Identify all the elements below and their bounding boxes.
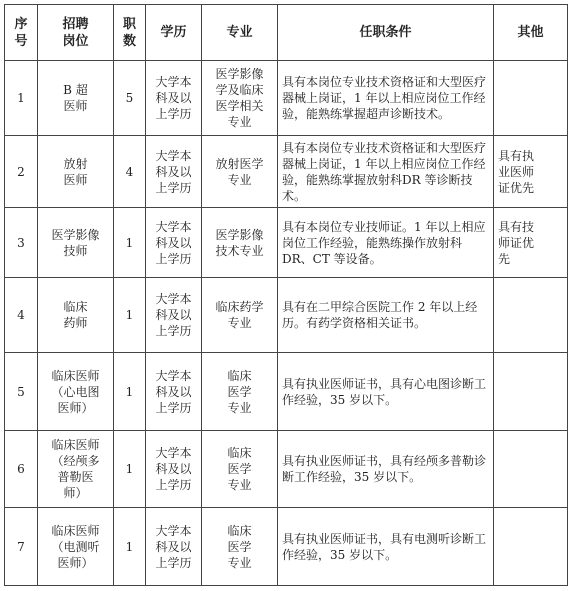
cell-count: 4 bbox=[114, 136, 146, 208]
cell-other: 具有技 师证优 先 bbox=[494, 208, 568, 278]
cell-requirements: 具有执业医师证书，具有电测听诊断工作经验，35 岁以下。 bbox=[278, 508, 494, 586]
cell-requirements: 具有执业医师证书，具有心电图诊断工作经验，35 岁以下。 bbox=[278, 353, 494, 431]
header-requirements: 任职条件 bbox=[278, 5, 494, 61]
cell-other bbox=[494, 353, 568, 431]
cell-requirements: 具有本岗位专业技术资格证和大型医疗器械上岗证，1 年以上相应岗位工作经验，能熟练掌握超声诊断技术。 bbox=[278, 61, 494, 136]
cell-education: 大学本 科及以 上学历 bbox=[146, 208, 202, 278]
table-row bbox=[5, 353, 568, 431]
cell-other: 具有执 业医师 证优先 bbox=[494, 136, 568, 208]
cell-requirements: 具有在二甲综合医院工作 2 年以上经历。有药学资格相关证书。 bbox=[278, 278, 494, 353]
cell-no: 5 bbox=[5, 353, 38, 431]
cell-education: 大学本 科及以 上学历 bbox=[146, 278, 202, 353]
cell-no: 4 bbox=[5, 278, 38, 353]
header-other: 其他 bbox=[494, 5, 568, 61]
cell-post: 放射 医师 bbox=[38, 136, 114, 208]
cell-other bbox=[494, 61, 568, 136]
cell-count: 5 bbox=[114, 61, 146, 136]
cell-count: 1 bbox=[114, 508, 146, 586]
cell-education: 大学本 科及以 上学历 bbox=[146, 353, 202, 431]
cell-post: 医学影像 技师 bbox=[38, 208, 114, 278]
cell-post: 临床医师 （电测听 医师） bbox=[38, 508, 114, 586]
table-row bbox=[5, 278, 568, 353]
header-education: 学历 bbox=[146, 5, 202, 61]
cell-count: 1 bbox=[114, 431, 146, 508]
header-major: 专业 bbox=[202, 5, 278, 61]
cell-major: 放射医学 专业 bbox=[202, 136, 278, 208]
header-count: 职 数 bbox=[114, 5, 146, 61]
cell-post: B 超 医师 bbox=[38, 61, 114, 136]
table-row bbox=[5, 508, 568, 586]
table-row bbox=[5, 61, 568, 136]
cell-major: 临床 医学 专业 bbox=[202, 508, 278, 586]
table-row bbox=[5, 431, 568, 508]
cell-count: 1 bbox=[114, 278, 146, 353]
cell-major: 临床 医学 专业 bbox=[202, 431, 278, 508]
cell-no: 7 bbox=[5, 508, 38, 586]
cell-education: 大学本 科及以 上学历 bbox=[146, 431, 202, 508]
recruitment-table bbox=[4, 4, 568, 586]
header-row bbox=[5, 5, 568, 61]
cell-no: 3 bbox=[5, 208, 38, 278]
header-no: 序 号 bbox=[5, 5, 38, 61]
header-post: 招聘 岗位 bbox=[38, 5, 114, 61]
cell-post: 临床医师 （经颅多 普勒医 师） bbox=[38, 431, 114, 508]
cell-requirements: 具有执业医师证书，具有经颅多普勒诊断工作经验，35 岁以下。 bbox=[278, 431, 494, 508]
cell-education: 大学本 科及以 上学历 bbox=[146, 61, 202, 136]
cell-major: 医学影像 技术专业 bbox=[202, 208, 278, 278]
cell-other bbox=[494, 278, 568, 353]
cell-post: 临床医师 （心电图 医师） bbox=[38, 353, 114, 431]
cell-requirements: 具有本岗位专业技师证。1 年以上相应岗位工作经验，能熟练操作放射科 DR、CT 等设备。 bbox=[278, 208, 494, 278]
cell-major: 医学影像 学及临床 医学相关 专业 bbox=[202, 61, 278, 136]
cell-post: 临床 药师 bbox=[38, 278, 114, 353]
cell-major: 临床药学 专业 bbox=[202, 278, 278, 353]
cell-education: 大学本 科及以 上学历 bbox=[146, 136, 202, 208]
cell-no: 6 bbox=[5, 431, 38, 508]
cell-count: 1 bbox=[114, 208, 146, 278]
cell-other bbox=[494, 508, 568, 586]
table-row bbox=[5, 136, 568, 208]
cell-no: 2 bbox=[5, 136, 38, 208]
cell-no: 1 bbox=[5, 61, 38, 136]
cell-requirements: 具有本岗位专业技术资格证和大型医疗器械上岗证，1 年以上相应岗位工作经验，能熟练掌握放射科DR 等诊断技术。 bbox=[278, 136, 494, 208]
table-row bbox=[5, 208, 568, 278]
cell-major: 临床 医学 专业 bbox=[202, 353, 278, 431]
cell-other bbox=[494, 431, 568, 508]
cell-count: 1 bbox=[114, 353, 146, 431]
cell-education: 大学本 科及以 上学历 bbox=[146, 508, 202, 586]
